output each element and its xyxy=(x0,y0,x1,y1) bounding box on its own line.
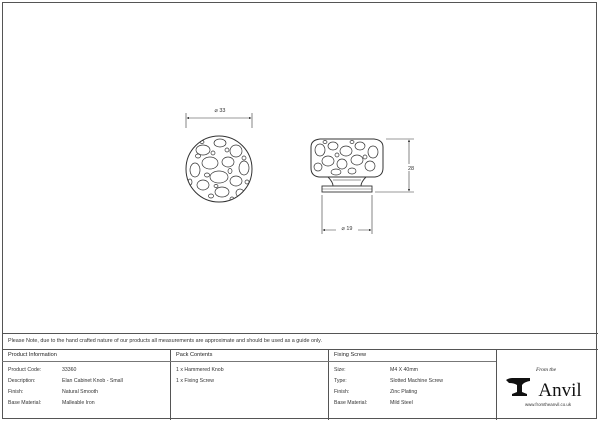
column-divider-2 xyxy=(328,349,329,420)
pack-contents-heading: Pack Contents xyxy=(176,352,213,358)
front-diameter-label: ⌀ 33 xyxy=(214,108,226,114)
screw-material-label: Base Material: xyxy=(334,400,368,406)
pack-contents-underline xyxy=(170,361,328,362)
description-label: Description: xyxy=(8,378,36,384)
base-material-value: Malleable Iron xyxy=(62,400,95,406)
description-value: Elan Cabinet Knob - Small xyxy=(62,378,123,384)
pack-item: 1 x Fixing Screw xyxy=(176,378,215,384)
product-code-label: Product Code: xyxy=(8,367,42,373)
screw-size-value: M4 X 40mm xyxy=(390,367,418,373)
from-the-anvil-logo xyxy=(500,362,594,414)
finish-value: Natural Smooth xyxy=(62,389,99,395)
anvil-icon xyxy=(506,378,530,396)
product-info-heading: Product Information xyxy=(8,352,57,358)
screw-type-label: Type: xyxy=(334,378,347,384)
column-divider-3 xyxy=(496,349,497,420)
pack-item: 1 x Hammered Knob xyxy=(176,367,224,373)
front-view xyxy=(186,107,252,202)
screw-material-value: Mild Steel xyxy=(390,400,413,406)
logo-url: www.fromtheanvil.co.uk xyxy=(524,402,572,407)
screw-finish-label: Finish: xyxy=(334,389,350,395)
screw-type-value: Slotted Machine Screw xyxy=(390,378,444,384)
logo-brand: Anvil xyxy=(538,380,582,401)
base-material-label: Base Material: xyxy=(8,400,42,406)
column-divider-1 xyxy=(170,349,171,420)
finish-label: Finish: xyxy=(8,389,24,395)
measurement-note: Please Note, due to the hand crafted nature of our products all measurements are approximate and should be used as a guide only. xyxy=(8,338,322,344)
screw-size-label: Size: xyxy=(334,367,346,373)
logo-tagline: From the xyxy=(535,367,557,373)
side-view xyxy=(311,139,415,234)
info-divider xyxy=(2,349,598,350)
screw-finish-value: Zinc Plating xyxy=(390,389,418,395)
product-code-value: 33360 xyxy=(62,367,77,373)
height-label: 28 xyxy=(407,166,415,172)
base-diameter-label: ⌀ 19 xyxy=(341,226,353,232)
product-info-underline xyxy=(2,361,170,362)
fixing-screw-underline xyxy=(328,361,496,362)
note-divider xyxy=(2,333,598,334)
fixing-screw-heading: Fixing Screw xyxy=(334,352,367,358)
